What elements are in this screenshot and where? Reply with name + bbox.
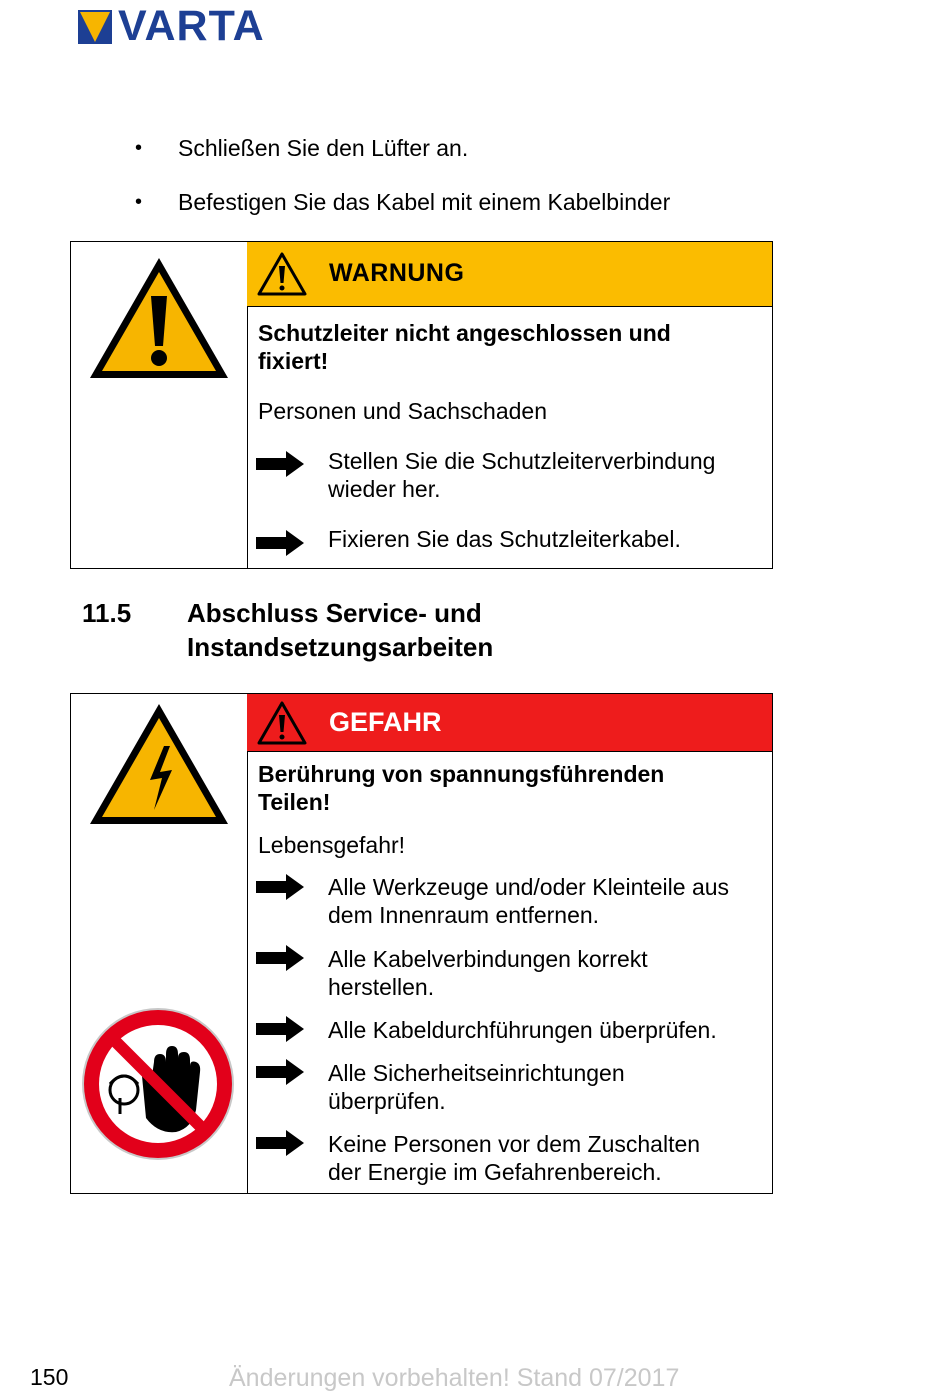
general-warning-icon <box>86 254 232 382</box>
no-access-prohibition-icon <box>80 1006 236 1162</box>
step-line: Keine Personen vor dem Zuschalten <box>328 1131 701 1157</box>
arrow-right-icon <box>256 1130 304 1156</box>
danger-title <box>258 760 762 816</box>
section-title-line: Abschluss Service- und <box>187 598 482 628</box>
section-title <box>187 596 493 664</box>
varta-logo-mark-icon <box>78 10 112 46</box>
arrow-right-icon <box>256 945 304 971</box>
step-line: herstellen. <box>328 974 435 1000</box>
danger-step <box>328 1059 764 1115</box>
step-line: Fixieren Sie das Schutzleiterkabel. <box>328 526 681 552</box>
bullet-text: Schließen Sie den Lüfter an. <box>178 135 469 161</box>
danger-box <box>70 693 773 1194</box>
step-line: Alle Kabeldurchführungen überprüfen. <box>328 1017 717 1043</box>
warning-step <box>328 447 764 503</box>
step-line: Alle Werkzeuge und/oder Kleinteile aus <box>328 874 730 900</box>
danger-step <box>328 1016 764 1044</box>
step-line: Alle Sicherheitseinrichtungen <box>328 1060 625 1086</box>
footer-note: Änderungen vorbehalten! Stand 07/2017 <box>229 1364 680 1392</box>
step-line: wieder her. <box>328 476 441 502</box>
danger-symbol-cell <box>71 694 248 1193</box>
danger-step <box>328 873 764 929</box>
high-voltage-warning-icon <box>86 700 232 828</box>
warning-symbol-cell <box>71 242 248 568</box>
varta-logo <box>78 2 308 50</box>
bullet-dot-icon: • <box>135 137 143 159</box>
step-line: Stellen Sie die Schutzleiterverbindung <box>328 448 716 474</box>
warning-small-triangle-icon <box>257 252 307 296</box>
warning-header <box>247 242 772 307</box>
section-number: 11.5 <box>82 598 132 628</box>
warning-step <box>328 525 764 553</box>
danger-consequence: Lebensgefahr! <box>258 832 406 858</box>
arrow-right-icon <box>256 1016 304 1042</box>
danger-title-line: Teilen! <box>258 789 331 815</box>
bullet-text: Befestigen Sie das Kabel mit einem Kabelbinder <box>178 189 671 215</box>
step-line: dem Innenraum entfernen. <box>328 902 600 928</box>
danger-header <box>247 694 772 752</box>
warning-consequence: Personen und Sachschaden <box>258 398 547 424</box>
warning-title <box>258 319 762 375</box>
page-number: 150 <box>30 1364 69 1390</box>
danger-small-triangle-icon <box>257 701 307 745</box>
warning-title-line: Schutzleiter nicht angeschlossen und <box>258 320 671 346</box>
step-line: überprüfen. <box>328 1088 446 1114</box>
varta-logo-text: VARTA <box>118 2 265 50</box>
arrow-right-icon <box>256 451 304 477</box>
step-line: Alle Kabelverbindungen korrekt <box>328 946 648 972</box>
warning-label: WARNUNG <box>329 259 465 287</box>
danger-label: GEFAHR <box>329 707 442 737</box>
danger-step <box>328 1130 764 1186</box>
danger-title-line: Berührung von spannungsführenden <box>258 761 665 787</box>
arrow-right-icon <box>256 530 304 556</box>
step-line: der Energie im Gefahrenbereich. <box>328 1159 662 1185</box>
arrow-right-icon <box>256 874 304 900</box>
section-title-line: Instandsetzungsarbeiten <box>187 632 494 662</box>
warning-title-line: fixiert! <box>258 348 329 374</box>
arrow-right-icon <box>256 1059 304 1085</box>
warning-box <box>70 241 773 569</box>
bullet-dot-icon: • <box>135 191 143 213</box>
danger-step <box>328 945 764 1001</box>
